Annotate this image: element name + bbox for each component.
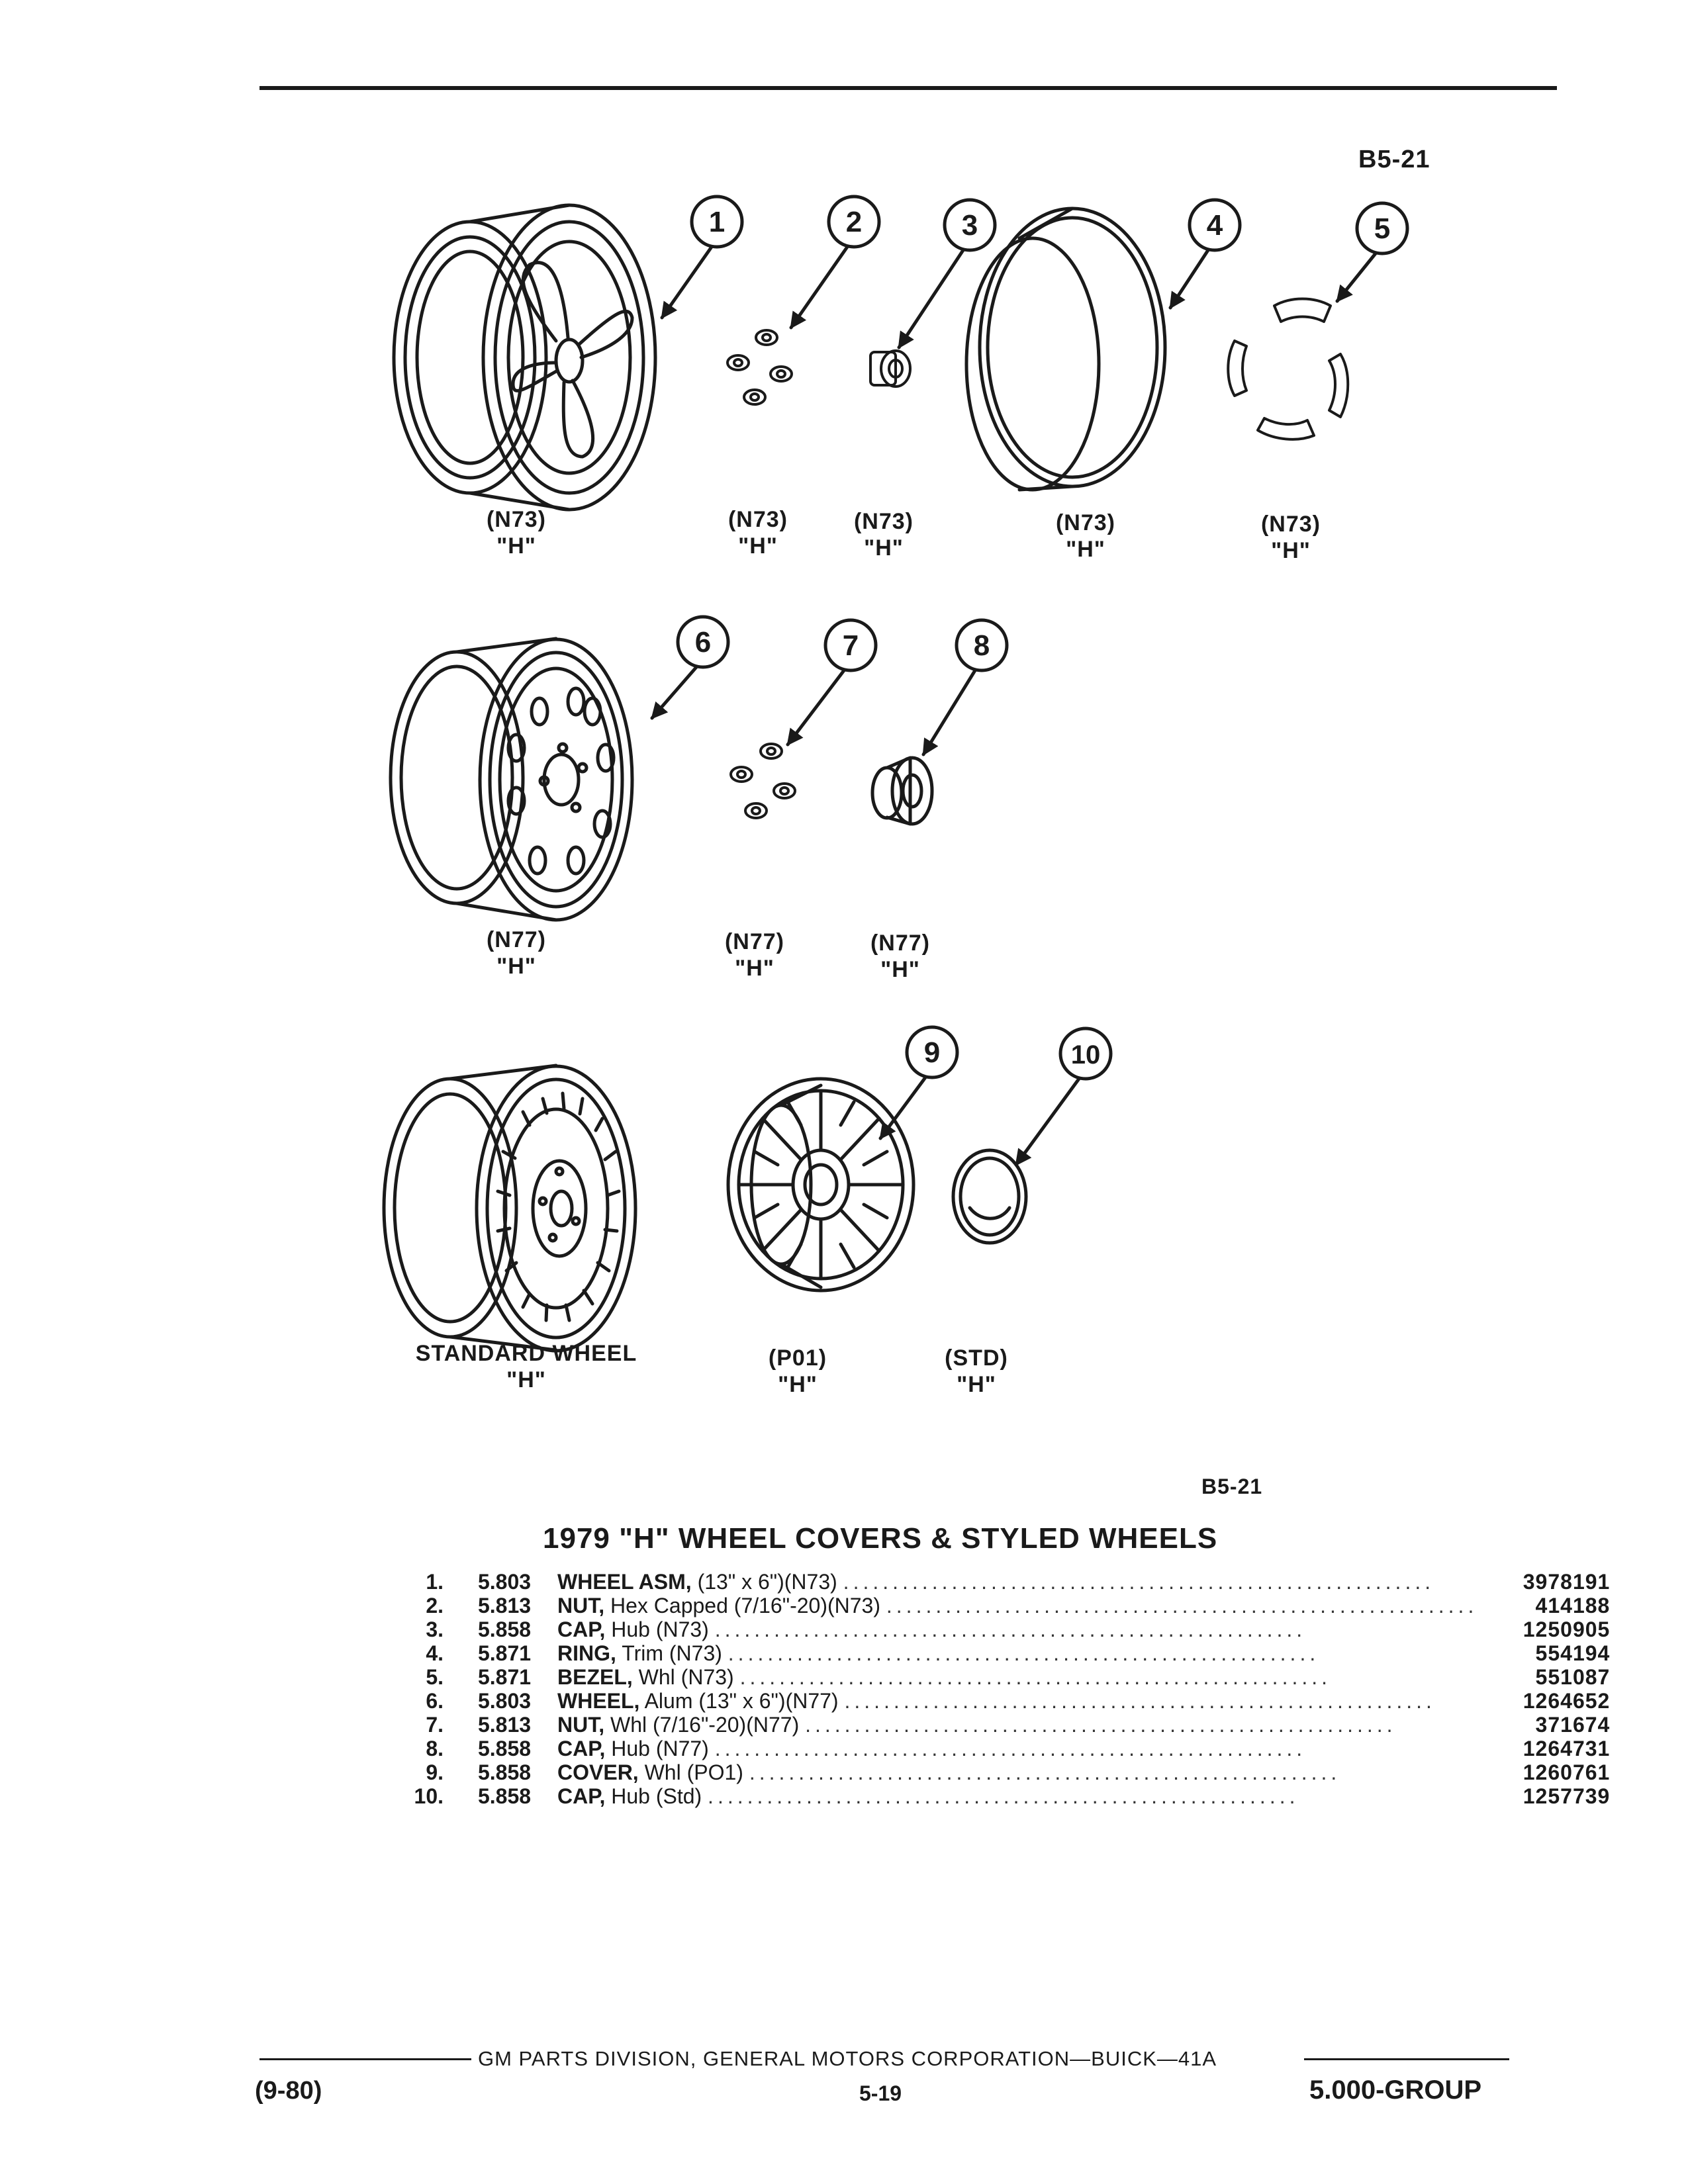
- label-code: (N73): [853, 509, 914, 534]
- hub-cap-n73-drawing: [870, 351, 910, 387]
- label-code: (N77): [724, 929, 785, 954]
- label-item-2: [728, 506, 788, 559]
- callout-5-number: 5: [1374, 212, 1391, 245]
- part-number: 1264652: [1523, 1689, 1611, 1713]
- callout-7: [788, 620, 876, 745]
- label-code: (N77): [870, 931, 931, 956]
- wheel-bezels-n73-drawing: [1228, 299, 1348, 439]
- part-number: 371674: [1535, 1713, 1611, 1737]
- callout-9: [880, 1027, 957, 1138]
- part-description: [557, 1737, 1477, 1760]
- parts-list: [397, 1570, 1610, 1808]
- item-number: 10.: [414, 1784, 444, 1808]
- callout-7-number: 7: [842, 629, 859, 662]
- parts-row: [397, 1641, 1610, 1665]
- item-number: 3.: [426, 1617, 444, 1641]
- label-code: (N77): [486, 927, 547, 952]
- label-item-6: [487, 927, 546, 979]
- part-number: 3978191: [1523, 1570, 1611, 1594]
- callout-2: [791, 197, 879, 328]
- leader-dots: ............................................................: [714, 1617, 1307, 1641]
- leader-dots: ............................................................: [714, 1737, 1307, 1760]
- part-name: WHEEL ASM,: [557, 1570, 692, 1594]
- part-spec: Whl (N73): [638, 1665, 734, 1689]
- label-model: "H": [496, 954, 536, 979]
- part-name: COVER,: [557, 1760, 639, 1784]
- parts-row: [397, 1689, 1610, 1713]
- section-title: 1979 "H" WHEEL COVERS & STYLED WHEELS: [543, 1522, 1218, 1555]
- part-name: WHEEL,: [557, 1689, 640, 1713]
- part-spec: Hub (N73): [611, 1617, 709, 1641]
- footer-page-number: 5-19: [859, 2081, 902, 2105]
- part-number: 414188: [1535, 1594, 1611, 1617]
- item-number: 9.: [426, 1760, 444, 1784]
- label-model: "H": [738, 533, 778, 559]
- part-description: [557, 1784, 1477, 1808]
- label-model: "H": [880, 957, 920, 982]
- part-number: 1257739: [1523, 1784, 1611, 1808]
- group-number: 5.813: [477, 1594, 532, 1617]
- part-number: 1260761: [1523, 1760, 1611, 1784]
- footer-rule-left: [259, 2058, 471, 2060]
- part-description: [557, 1665, 1477, 1689]
- label-code: (STD): [945, 1345, 1008, 1371]
- label-code: STANDARD WHEEL: [415, 1341, 637, 1366]
- label-item-3: [854, 508, 914, 561]
- item-number: 7.: [426, 1713, 444, 1737]
- label-item-4: [1056, 510, 1115, 563]
- label-model: "H": [1066, 537, 1105, 562]
- part-description: [557, 1713, 1477, 1737]
- leader-dots: ............................................................: [727, 1641, 1320, 1665]
- part-number: 1250905: [1523, 1617, 1611, 1641]
- callout-6: [652, 617, 728, 718]
- part-spec: (13" x 6")(N73): [697, 1570, 837, 1594]
- group-number: 5.858: [477, 1617, 532, 1641]
- part-number: 1264731: [1523, 1737, 1611, 1760]
- figure-code-bottom: B5-21: [1201, 1475, 1263, 1498]
- callout-9-number: 9: [923, 1036, 941, 1069]
- part-description: [557, 1760, 1477, 1784]
- parts-row: [397, 1594, 1610, 1617]
- parts-row: [397, 1784, 1610, 1808]
- group-number: 5.871: [477, 1665, 532, 1689]
- callout-1: [662, 197, 742, 318]
- group-number: 5.858: [477, 1737, 532, 1760]
- callout-5: [1337, 203, 1407, 301]
- group-number: 5.858: [477, 1760, 532, 1784]
- footer-date: (9-80): [255, 2077, 322, 2105]
- label-item-7: [725, 929, 784, 981]
- parts-row: [397, 1570, 1610, 1594]
- leader-dots: ............................................................: [708, 1784, 1299, 1808]
- part-name: CAP,: [557, 1737, 606, 1760]
- label-model: "H": [957, 1372, 996, 1397]
- label-code: (N73): [727, 507, 788, 532]
- part-spec: Alum (13" x 6")(N77): [644, 1689, 839, 1713]
- part-name: BEZEL,: [557, 1665, 633, 1689]
- callout-2-number: 2: [845, 206, 863, 238]
- label-model: "H": [778, 1372, 818, 1397]
- leader-dots: ............................................................: [844, 1689, 1436, 1713]
- part-description: [557, 1594, 1477, 1617]
- label-item-10: [945, 1345, 1008, 1398]
- label-model: "H": [506, 1367, 546, 1392]
- label-item-8: [870, 930, 930, 983]
- leader-dots: ............................................................: [739, 1665, 1332, 1689]
- parts-row: [397, 1665, 1610, 1689]
- item-number: 2.: [426, 1594, 444, 1617]
- leader-dots: ............................................................: [749, 1760, 1341, 1784]
- part-number: 554194: [1535, 1641, 1611, 1665]
- part-spec: Hub (N77): [611, 1737, 709, 1760]
- part-spec: Whl (PO1): [644, 1760, 743, 1784]
- wheel-nuts-n77-drawing: [731, 744, 795, 818]
- group-number: 5.803: [477, 1570, 532, 1594]
- parts-row: [397, 1737, 1610, 1760]
- callout-6-number: 6: [694, 626, 712, 659]
- label-code: (N73): [1055, 510, 1116, 535]
- label-code: (N73): [1260, 512, 1321, 537]
- part-description: [557, 1641, 1477, 1665]
- label-code: (P01): [768, 1345, 827, 1371]
- callout-8: [923, 620, 1007, 754]
- figure-code-top: B5-21: [1358, 146, 1430, 173]
- alum-wheel-n77-drawing: [391, 639, 632, 920]
- label-item-5: [1261, 511, 1321, 564]
- group-number: 5.803: [477, 1689, 532, 1713]
- parts-row: [397, 1617, 1610, 1641]
- part-name: RING,: [557, 1641, 616, 1665]
- hub-cap-n77-drawing: [872, 758, 932, 824]
- leader-dots: ............................................................: [805, 1713, 1397, 1737]
- label-code: (N73): [486, 507, 547, 532]
- part-spec: Hex Capped (7/16"-20)(N73): [610, 1594, 880, 1617]
- item-number: 4.: [426, 1641, 444, 1665]
- item-number: 6.: [426, 1689, 444, 1713]
- label-item-9: [769, 1345, 827, 1398]
- callout-4: [1170, 200, 1240, 308]
- wheel-cover-p01-drawing: [728, 1079, 914, 1291]
- callout-4-number: 4: [1206, 209, 1223, 242]
- group-number: 5.813: [477, 1713, 532, 1737]
- parts-row: [397, 1713, 1610, 1737]
- group-number: 5.858: [477, 1784, 532, 1808]
- label-standard-wheel: [416, 1340, 637, 1393]
- leader-dots: ............................................................: [886, 1594, 1478, 1617]
- trim-ring-n73-drawing: [966, 208, 1165, 490]
- part-spec: Hub (Std): [611, 1784, 702, 1808]
- part-spec: Trim (N73): [622, 1641, 722, 1665]
- wheel-assembly-n73-drawing: [394, 205, 655, 510]
- part-name: CAP,: [557, 1617, 606, 1641]
- callout-1-number: 1: [708, 206, 726, 238]
- item-number: 8.: [426, 1737, 444, 1760]
- leader-dots: ............................................................: [843, 1570, 1435, 1594]
- label-item-1: [487, 506, 546, 559]
- part-description: [557, 1570, 1477, 1594]
- part-description: [557, 1617, 1477, 1641]
- part-number: 551087: [1535, 1665, 1611, 1689]
- callout-8-number: 8: [973, 629, 990, 662]
- callout-3-number: 3: [961, 209, 978, 242]
- footer-group: 5.000-GROUP: [1309, 2075, 1482, 2105]
- footer-division: GM PARTS DIVISION, GENERAL MOTORS CORPORATION—BUICK—41A: [478, 2047, 1217, 2070]
- parts-row: [397, 1760, 1610, 1784]
- label-model: "H": [864, 535, 904, 561]
- group-number: 5.871: [477, 1641, 532, 1665]
- part-description: [557, 1689, 1477, 1713]
- standard-wheel-drawing: [384, 1066, 635, 1351]
- footer-rule-right: [1304, 2058, 1509, 2060]
- label-model: "H": [1271, 538, 1311, 563]
- part-name: NUT,: [557, 1594, 605, 1617]
- label-model: "H": [735, 956, 774, 981]
- callout-10-number: 10: [1070, 1040, 1101, 1069]
- part-name: NUT,: [557, 1713, 605, 1737]
- item-number: 1.: [426, 1570, 444, 1594]
- part-spec: Whl (7/16"-20)(N77): [610, 1713, 800, 1737]
- item-number: 5.: [426, 1665, 444, 1689]
- label-model: "H": [496, 533, 536, 559]
- part-name: CAP,: [557, 1784, 606, 1808]
- hex-capped-nuts-n73-drawing: [727, 330, 792, 404]
